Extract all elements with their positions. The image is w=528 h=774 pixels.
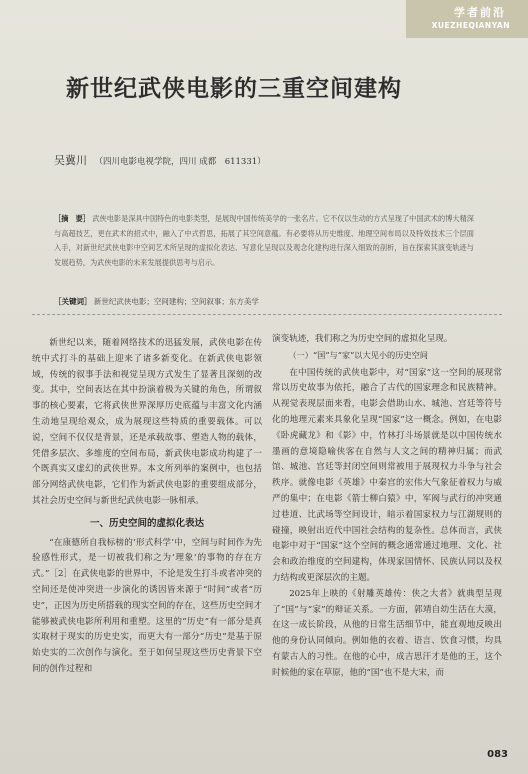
- keywords-text: 新世纪武侠电影；空间建构；空间叙事；东方美学: [93, 297, 259, 306]
- left-column: [32, 336, 262, 678]
- right-column: [272, 332, 502, 682]
- intro-paragraph: 新世纪以来，随着网络技术的迅猛发展，武侠电影在传统中式打斗的基础上迎来了诸多新变化。在新武侠电影领域，传统的叙事手法和视觉呈现方式发生了显著且深刻的改变。其中，空间表达在其中扮演着极为关键的角色，所谓叙事的核心要素，它将武侠世界深厚历史底蕴与丰富文化内涵生动地呈现给观众，成为展现这些特质的重要载体。可以说，空间不仅仅是背景，还是承载故事、塑造人物的载体，凭借多层次、多维度的空间布局，新武侠电影成功构建了一个既真实又虚幻的武侠世界。本文所列举的案例中，也包括部分网络武侠电影，它们作为新武侠电影的重要组成部分，其社会历史空间与新世纪武侠电影一脉相承。: [32, 338, 262, 506]
- section-title-zh: 学者前沿: [454, 6, 506, 19]
- subsection-heading: （一）“国”与“家”以大见小的历史空间: [288, 349, 428, 360]
- section-title-en: XUEZHEQIANYAN: [431, 21, 510, 30]
- body-paragraph-1: 在中国传统的武侠电影中，对“国家”这一空间的展现常常以历史故事为依托，融合了古代的国家理念和民族精神。从视觉表现层面来看，电影会借助山水、城池、宫廷等符号化的地理元素来具象化呈现“国家”这一概念。例如，在电影《卧虎藏龙》和《影》中，竹林打斗场景就是以中国传统水墨画的意境隐喻侠客在自然与人文之间的精神归属；而武馆、城池、宫廷等封闭空间则常被用于展现权力斗争与社会秩序。就像电影《英雄》中秦宫的宏伟大气象征着权力与威严的集中；在电影《箭士柳白猿》中，军阀与武行的冲突通过巷道、比武场等空间设计，暗示着国家权力与江湖规则的碰撞，映射出近代中国社会结构的复杂性。总体而言，武侠电影中对于“国家”这个空间的概念通常通过地理、文化、社会和政治维度的空间建构，体现家国情怀、民族认同以及权力结构或更深层次的主题。: [272, 367, 502, 583]
- section-header-tab: [406, 0, 528, 38]
- section-heading-1: 一、历史空间的虚拟化表达: [89, 517, 204, 529]
- abstract: [54, 212, 474, 270]
- keywords: [54, 296, 474, 307]
- author-line: [54, 152, 266, 168]
- author-affiliation: （四川电影电视学院，四川 成都 611331）: [94, 157, 266, 167]
- abstract-label: ［摘 要］: [54, 214, 91, 223]
- article-title: 新世纪武侠电影的三重空间建构: [66, 76, 402, 102]
- author-name: 吴冀川: [54, 154, 87, 167]
- section1-paragraph: “在康德所自我标榜的‘形式科学’中，空间与时间作为先验感性形式，是一切被我们称之为‘理象’的事物的存在方式。”［2］在武侠电影的世界中，不论是发生打斗或者冲突的空间还是使冲突进一步演化的诱因皆来源于“时间”或者“历史”，正因为历史所搭载的现实空间的存在，这些历史空间才能够被武侠电影所利用和重塑。这里的“历史”有一部分是真实取材于现实的历史史实，而更大有一部分“历史”是基于原始史实的二次创作与演化。至于如何呈现这些历史背景下空间的创作过程和: [32, 537, 262, 674]
- continued-paragraph: 演变轨迹，我们称之为历史空间的虚拟化呈现。: [272, 334, 453, 344]
- body-paragraph-2: 2025年上映的《射雕英雄传：侠之大者》就典型呈现了“国”与“家”的辩证关系。一方面，郭靖自幼生活在大漠，在这一成长阶段，从他的日常生活细节中，能直观地反映出他的身份认同倾向。例如他的衣着、语言、饮食习惯，均具有蒙古人的习性。在他的心中，成吉思汗才是他的王，这个时候他的家在草原，他的“国”也不是大宋，而: [272, 588, 502, 678]
- abstract-text: 武侠电影是深具中国特色的电影类型，是展现中国传统美学的一张名片。它不仅以生动的方式呈现了中国武术的博大精深与高超技艺，更在武术的招式中，融入了中式哲思，拓展了其空间意蕴。有必要将从历史维度、地理空间布局以及特效技术三个层面入手，对新世纪武侠电影中空间艺术所呈现的虚拟化表达、写意化呈现以及观念化建构进行深入细致的剖析，旨在探索其演变轨迹与发展趋势，为武侠电影的未来发展提供思考与启示。: [54, 214, 474, 267]
- divider: [32, 314, 502, 315]
- keywords-label: ［关键词］: [54, 297, 92, 306]
- page-number: 083: [487, 749, 508, 760]
